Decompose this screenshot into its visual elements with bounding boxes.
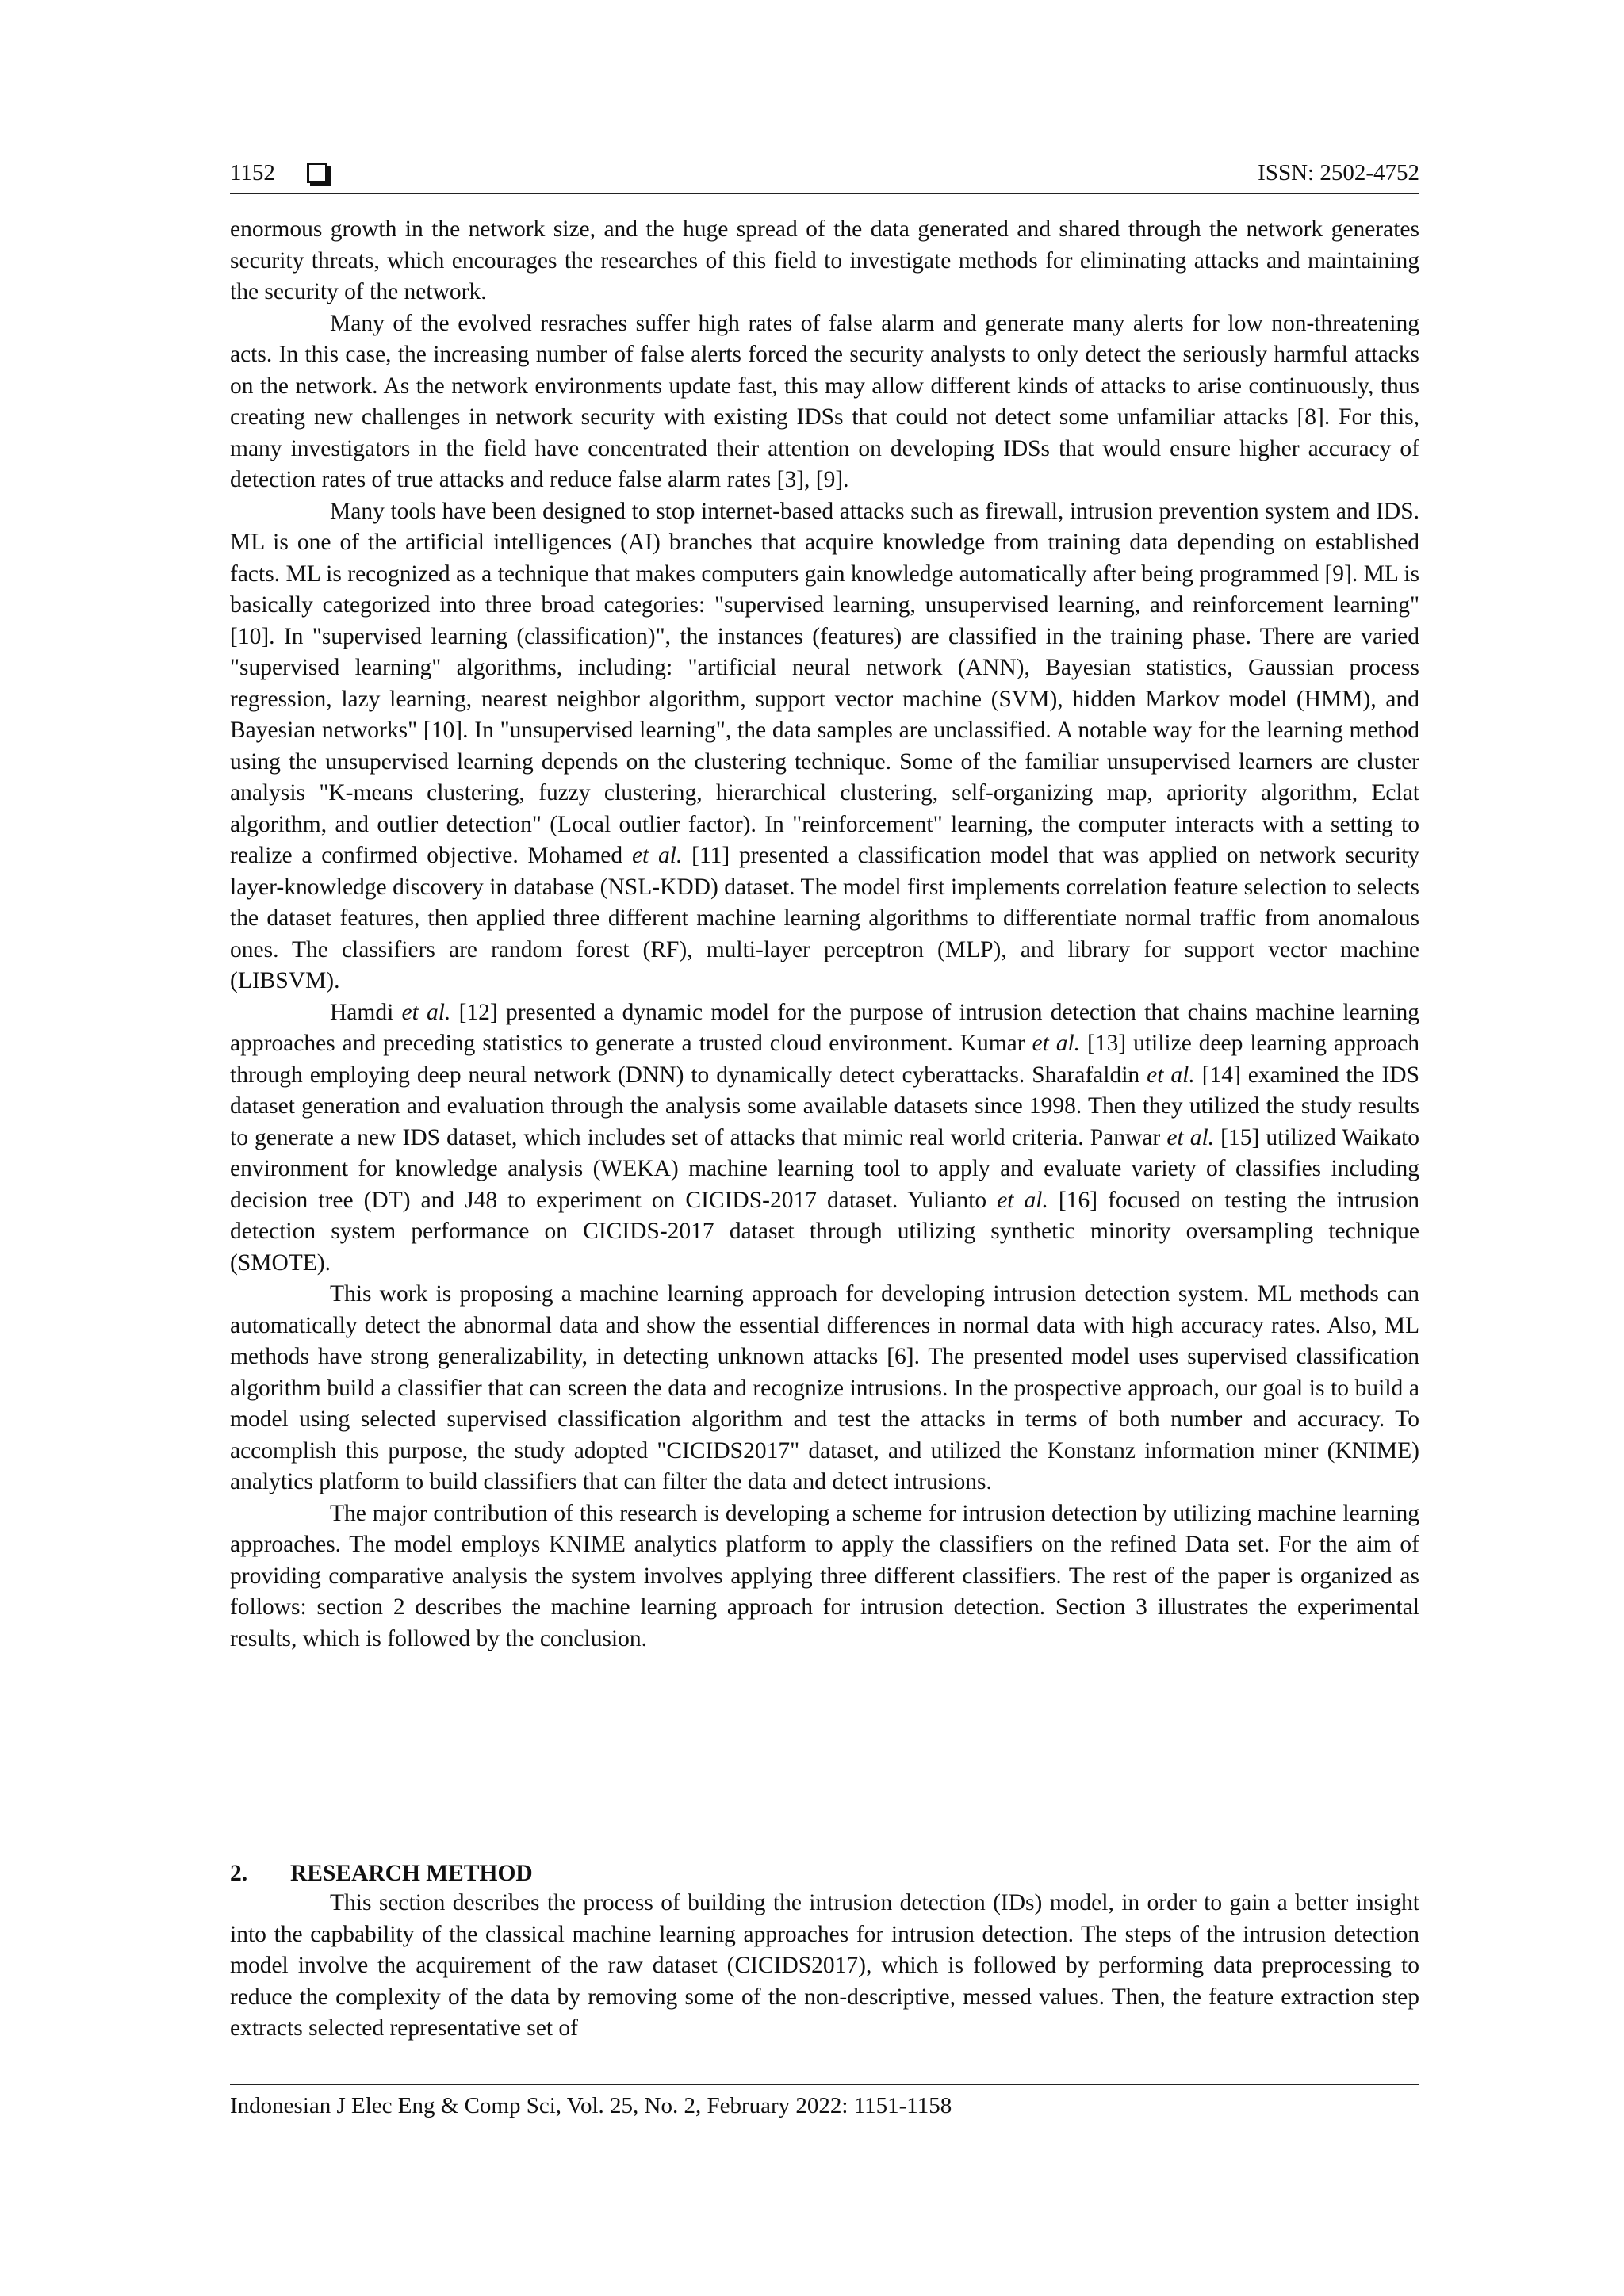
paragraph-4-f: [16] focused on testing the intrusion detection system performance on CICIDS-2017 dataset through utilizing synthetic minority oversampling technique (SMOTE). <box>230 1187 1419 1276</box>
section-number: 2. <box>230 1861 248 1886</box>
header-rule <box>230 193 1419 194</box>
paragraph-4-e: [15] utilized Waikato environment for knowledge analysis (WEKA) machine learning tool to apply and evaluate variety of classifies including decision tree (DT) and J48 to experiment on CICIDS-2017 dataset. Yulianto <box>230 1124 1419 1213</box>
paragraph-3 <box>230 496 1419 997</box>
section-heading <box>230 1858 1419 1889</box>
etal: et al. <box>997 1187 1048 1213</box>
paragraph-4-b: [12] presented a dynamic model for the purpose of intrusion detection that chains machine learning approaches and preceding statistics to generate a trusted cloud environment. Kumar <box>230 999 1419 1056</box>
etal: et al. <box>631 843 683 868</box>
paragraph-5: This work is proposing a machine learning approach for developing intrusion detection system. ML methods can automatically detect the abnormal data and show the essential differences in normal data with high accuracy rates. Also, ML methods have strong generalizability, in detecting unknown attacks [6]. The presented model uses supervised classification algorithm build a classifier that can screen the data and recognize intrusions. In the prospective approach, our goal is to build a model using selected supervised classification algorithm and test the attacks in terms of both number and accuracy. To accomplish this purpose, the study adopted "CICIDS2017" dataset, and utilized the Konstanz information miner (KNIME) analytics platform to build classifiers that can filter the data and detect intrusions. <box>230 1281 1419 1494</box>
paragraph-2: Many of the evolved resraches suffer high rates of false alarm and generate many alerts for low non-threatening acts. In this case, the increasing number of false alerts forced the security analysts to only detect the seriously harmful attacks on the network. As the network environments update fast, this may allow different kinds of attacks to arise continuously, thus creating new challenges in network security with existing IDSs that could not detect some unfamiliar attacks [8]. For this, many investigators in the field have concentrated their attention on developing IDSs that would ensure higher accuracy of detection rates of true attacks and reduce false alarm rates [3], [9]. <box>230 310 1419 492</box>
paragraph-4-d: [14] examined the IDS dataset generation and evaluation through the analysis some available datasets since 1998. Then they utilized the study results to generate a new IDS dataset, which includes set of attacks that mimic real world criteria. Panwar <box>230 1062 1419 1150</box>
footer-rule <box>230 2084 1419 2085</box>
paragraph-1: enormous growth in the network size, and the huge spread of the data generated and shared through the network generates security threats, which encourages the researches of this field to investigate methods for eliminating attacks and maintaining the security of the network. <box>230 216 1419 304</box>
paragraph-3-a: Many tools have been designed to stop internet-based attacks such as firewall, intrusion prevention system and IDS. ML is one of the artificial intelligences (AI) branches that acquire knowledge from training data depending on established facts. ML is recognized as a technique that makes computers gain knowledge automatically after being programmed [9]. ML is basically categorized into three broad categories: "supervised learning, unsupervised learning, and reinforcement learning" [10]. In "supervised learning (classification)", the instances (features) are classified in the training phase. There are varied "supervised learning" algorithms, including: "artificial neural network (ANN), Bayesian statistics, Gaussian process regression, lazy learning, nearest neighbor algorithm, support vector machine (SVM), hidden Markov model (HMM), and Bayesian networks" [10]. In "unsupervised learning", the data samples are unclassified. A notable way for the learning method using the unsupervised learning depends on the clustering technique. Some of the familiar unsupervised learners are cluster analysis "K-means clustering, fuzzy clustering, hierarchical clustering, self-organizing map, apriority algorithm, Eclat algorithm, and outlier detection" (Local outlier factor). In "reinforcement" learning, the computer interacts with a setting to realize a confirmed objective. Mohamed <box>230 498 1419 868</box>
section-paragraph: This section describes the process of building the intrusion detection (IDs) model, in order to gain a better insight into the capbability of the classical machine learning approaches for intrusion detection. The steps of the intrusion detection model involve the acquirement of the raw dataset (CICIDS2017), which is followed by performing data preprocessing to reduce the complexity of the data by removing some of the non-descriptive, messed values. Then, the feature extraction step extracts selected representative set of <box>230 1890 1419 2041</box>
paragraph-3-b: [11] presented a classification model that was applied on network security layer-knowledge discovery in database (NSL-KDD) dataset. The model first implements correlation feature selection to selects the dataset features, then applied three different machine learning algorithms to differentiate normal traffic from anomalous ones. The classifiers are random forest (RF), multi-layer perceptron (MLP), and library for support vector machine (LIBSVM). <box>230 843 1420 993</box>
running-header <box>230 155 1419 190</box>
paragraph-4 <box>230 997 1419 1280</box>
etal: et al. <box>1032 1031 1081 1056</box>
section-body <box>230 1888 1419 2045</box>
etal: et al. <box>1147 1062 1195 1088</box>
etal: et al. <box>401 999 451 1025</box>
issn: ISSN: 2502-4752 <box>1258 159 1419 186</box>
section-title: RESEARCH METHOD <box>290 1861 533 1886</box>
box-icon <box>307 163 327 183</box>
page-number: 1152 <box>230 159 275 186</box>
etal: et al. <box>1166 1124 1215 1150</box>
paragraph-4-a: Hamdi <box>330 999 394 1025</box>
paragraph-4-c: [13] utilize deep learning approach through employing deep neural network (DNN) to dynamically detect cyberattacks. Sharafaldin <box>230 1031 1420 1088</box>
body-text <box>230 214 1419 1655</box>
paragraph-6: The major contribution of this research is developing a scheme for intrusion detection by utilizing machine learning approaches. The model employs KNIME analytics platform to apply the classifiers on the refined Data set. For the aim of providing comparative analysis the system involves applying three different classifiers. The rest of the paper is organized as follows: section 2 describes the machine learning approach for intrusion detection. Section 3 illustrates the experimental results, which is followed by the conclusion. <box>230 1500 1419 1651</box>
footer-citation: Indonesian J Elec Eng & Comp Sci, Vol. 25, No. 2, February 2022: 1151-1158 <box>230 2093 952 2118</box>
